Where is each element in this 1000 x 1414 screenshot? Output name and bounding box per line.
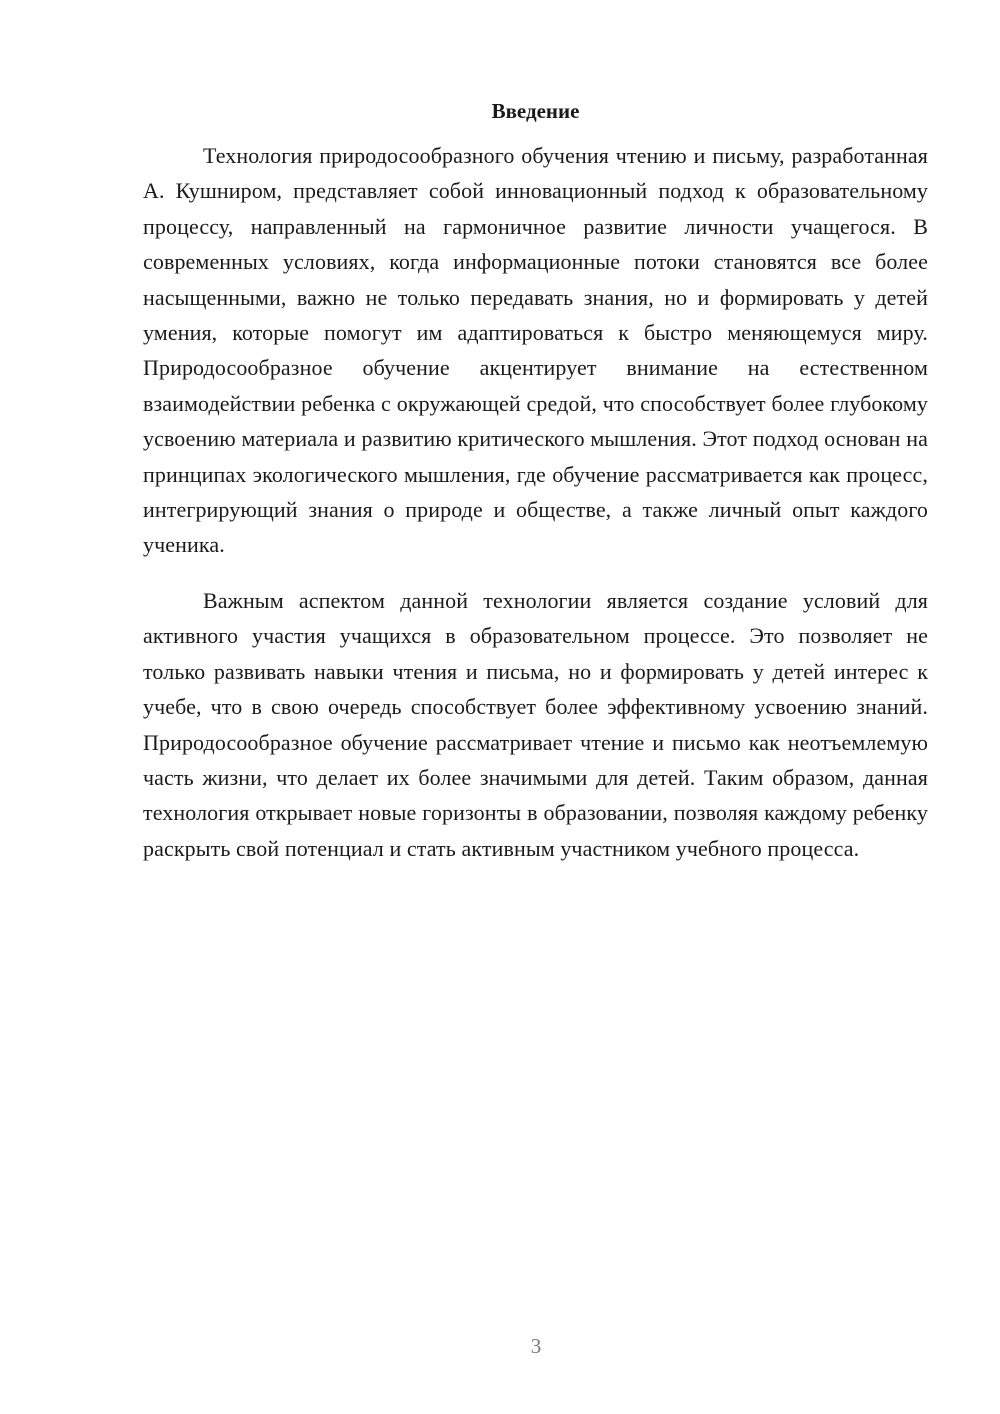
paragraph-1: Технология природосообразного обучения чтению и письму, разработанная А. Кушниром, представляет собой инновационный подход к образовательному процессу, направленный на гармоничное развитие личности учащегося. В современных условиях, когда информационные потоки становятся все более насыщенными, важно не только передавать знания, но и формировать у детей умения, которые помогут им адаптироваться к быстро меняющемуся миру. Природосообразное обучение акцентирует внимание на естественном взаимодействии ребенка с окружающей средой, что способствует более глубокому усвоению материала и развитию критического мышления. Этот подход основан на принципах экологического мышления, где обучение рассматривается как процесс, интегрирующий знания о природе и обществе, а также личный опыт каждого ученика. [143, 143, 928, 558]
section-title: Введение [491, 99, 580, 123]
paragraph-2: Важным аспектом данной технологии является создание условий для активного участия учащихся в образовательном процессе. Это позволяет не только развивать навыки чтения и письма, но и формировать у детей интерес к учебе, что в свою очередь способствует более эффективному усвоению знаний. Природосообразное обучение рассматривает чтение и письмо как неотъемлемую часть жизни, что делает их более значимыми для детей. Таким образом, данная технология открывает новые горизонты в образовании, позволяя каждому ребенку раскрыть свой потенциал и стать активным участником учебного процесса. [143, 587, 928, 861]
page-content [143, 92, 928, 866]
page-number: 3 [530, 1334, 542, 1358]
